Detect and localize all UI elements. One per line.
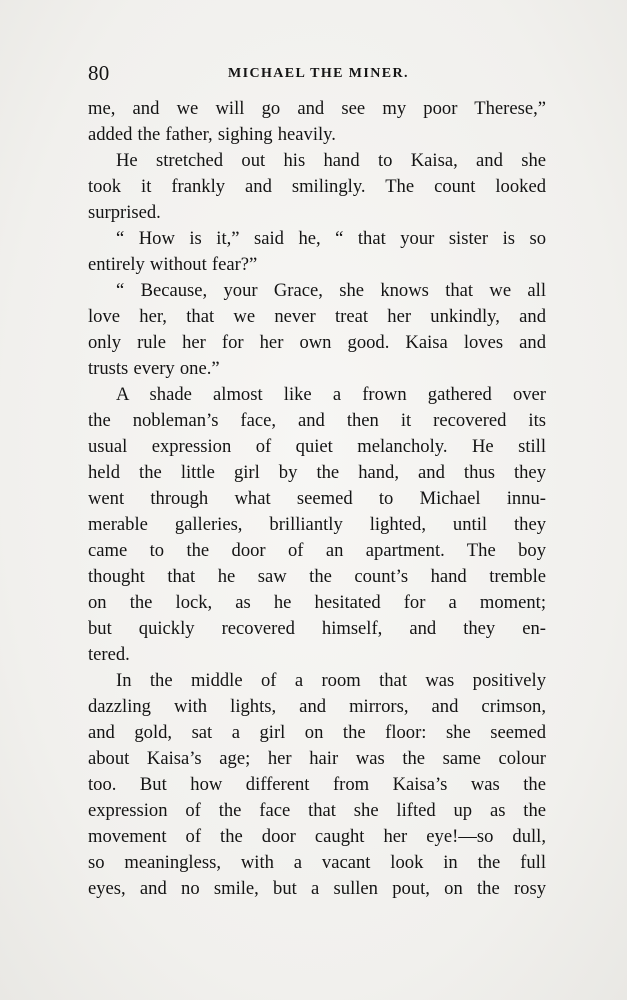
paragraph-start-line: He stretched out his hand to Kaisa, and she <box>116 150 546 171</box>
text-line: me, and we will go and see my poor Therese,” <box>88 98 546 119</box>
text-line: only rule her for her own good. Kaisa loves and <box>88 332 546 353</box>
text-line: held the little girl by the hand, and thus they <box>88 462 546 483</box>
text-line: on the lock, as he hesitated for a moment; <box>88 592 546 613</box>
text-line: the nobleman’s face, and then it recovered its <box>88 410 546 431</box>
paragraph-start-line: A shade almost like a frown gathered over <box>116 384 546 405</box>
paragraph-start-line: “ Because, your Grace, she knows that we all <box>116 280 546 301</box>
text-line: movement of the door caught her eye!—so dull, <box>88 826 546 847</box>
text-line: expression of the face that she lifted up as the <box>88 800 546 821</box>
text-line: too. But how different from Kaisa’s was the <box>88 774 546 795</box>
text-line: so meaningless, with a vacant look in the full <box>88 852 546 873</box>
body-text <box>88 96 546 902</box>
text-line: took it frankly and smilingly. The count looked <box>88 176 546 197</box>
text-line: about Kaisa’s age; her hair was the same colour <box>88 748 546 769</box>
text-line: merable galleries, brilliantly lighted, until they <box>88 514 546 535</box>
paragraph-start-line: “ How is it,” said he, “ that your sister is so <box>116 228 546 249</box>
text-line: entirely without fear?” <box>88 254 258 275</box>
text-line: love her, that we never treat her unkindly, and <box>88 306 546 327</box>
text-line: added the father, sighing heavily. <box>88 124 336 145</box>
text-line: trusts every one.” <box>88 358 220 379</box>
text-line: thought that he saw the count’s hand tremble <box>88 566 546 587</box>
text-line: tered. <box>88 644 130 665</box>
text-line: dazzling with lights, and mirrors, and crimson, <box>88 696 546 717</box>
text-line: eyes, and no smile, but a sullen pout, on the rosy <box>88 878 546 899</box>
text-line: usual expression of quiet melancholy. He still <box>88 436 546 457</box>
text-line: surprised. <box>88 202 161 223</box>
text-line: and gold, sat a girl on the floor: she seemed <box>88 722 546 743</box>
text-line: came to the door of an apartment. The boy <box>88 540 546 561</box>
text-line: but quickly recovered himself, and they en- <box>88 618 546 639</box>
page-number: 80 <box>88 61 110 85</box>
text-line: went through what seemed to Michael innu- <box>88 488 546 509</box>
paragraph-start-line: In the middle of a room that was positively <box>116 670 546 691</box>
page-header <box>88 60 548 86</box>
running-title: MICHAEL THE MINER. <box>228 66 409 81</box>
